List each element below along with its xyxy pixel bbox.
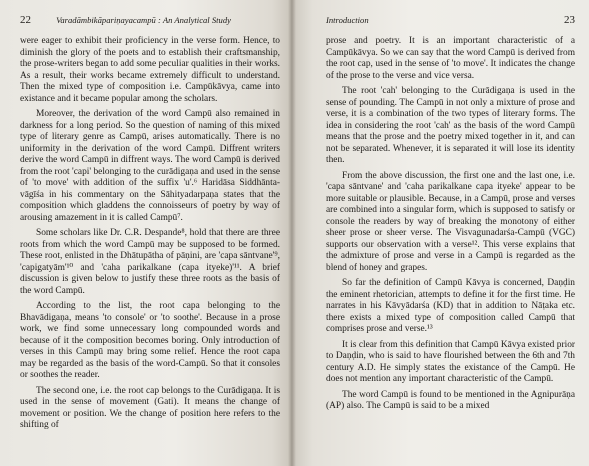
left-paragraph-2: Moreover, the derivation of the word Campū also remained in darkness for a long period. So the question of naming of this mixed type of literary genre as Campū, arises automatically. There is no uniformity in the derivation of the word Campū. Diffrent writers derive the word Campū in diffrent ways. The word Campū is derived from the root 'capi' belonging to the curādigaṇa and used in the sense of 'to move' with addition of the suffix 'u'.⁶ Haridāsa Siddhānta-vāgīśa in his commentary on the Sāhityadarpaṇa states that the composition which gladdens the connoisseurs of poetry by way of arousing amazement in it is called Campū⁷. bbox=[20, 109, 280, 223]
left-page-number: 22 bbox=[20, 14, 31, 26]
left-running-title: Varadāmbikāpariṇayacampū : An Analytical Study bbox=[56, 15, 231, 25]
right-running-head bbox=[326, 14, 575, 28]
right-paragraph-6: The word Campū is found to be mentioned in the Agnipurāṇa (AP) also. The Campū is said to be a mixed bbox=[326, 389, 575, 411]
left-paragraph-5: The second one, i.e. the root cap belongs to the Curādigaṇa. It is used in the sense of movement (Gati). It means the change of movement or position. We the change of position here refers to the shifting of bbox=[20, 385, 280, 430]
left-paragraph-4: According to the list, the root capa belonging to the Bhavādigaṇa, means 'to console' or 'to soothe'. Because in a prose work, we find some unnecessary long compounded words and because of it the composition becomes boring. Only introduction of verses in this Campū may bring some relief. Hence the root capa may be regarded as the basis of the word-Campū. So that it consoles or soothes the reader. bbox=[20, 301, 280, 380]
right-page-number: 23 bbox=[564, 14, 575, 26]
right-page bbox=[292, 0, 589, 466]
left-paragraph-1: were eager to exhibit their proficiency in the verse form. Hence, to diminish the glory of the poets and to establish their craftsmanship, the prose-writers began to add some peculiar qualities in their works. As a result, their works became extremely difficult to understand. Then the mixed type of composition i.e. Campūkāvya, came into existance and it became popular among the scholars. bbox=[20, 36, 280, 104]
right-paragraph-4: So far the definition of Campū Kāvya is concerned, Daṇḍin the eminent rhetorician, attempts to define it for the first time. He narrates in his Kāvyādarśa (KD) that in addition to Nāṭaka etc. there exists a mixed type of composition called Campū that comprises prose and verse.¹³ bbox=[326, 278, 575, 334]
left-paragraph-3: Some scholars like Dr. C.R. Despande⁸, hold that there are three roots from which the word Campū may be supposed to be formed. These root, enlisted in the Dhātupātha of pāṇini, are 'capa sāntvane'⁹, 'capigatyām'¹⁰ and 'caha parikalkane (capa ityeke)'¹¹. A brief discussion is given below to justify these three roots as the basis of the word Campū. bbox=[20, 228, 280, 296]
right-paragraph-3: From the above discussion, the first one and the last one, i.e. 'capa sāntvane' and 'caha parikalkane capa ityeke' appear to be more suitable or plausible. Because, in a Campū, prose and verses are combined into a singular form, which is supposed to satisfy or console the readers by way of breaking the monotony of either sheer prose or sheer verse. The Visvagunadarśa-Campū (VGC) supports our observation with a verse¹². This verse explains that the admixture of prose and verse in a Campū is regarded as the blend of honey and grapes. bbox=[326, 170, 575, 273]
book-gutter bbox=[288, 0, 296, 466]
left-running-head bbox=[20, 14, 280, 28]
right-paragraph-2: The root 'cah' belonging to the Curādigaṇa is used in the sense of pounding. The Campū in not only a mixture of prose and verse, it is a combination of the two types of literary forms. The idea in considering the root 'cah' as the basis of the word Campū means that the prose and the poetry mixed together in it, and can not be separated. Whenever, it is separated it will lose its identity then. bbox=[326, 86, 575, 165]
left-page bbox=[0, 0, 292, 466]
right-paragraph-5: It is clear from this definition that Campū Kāvya existed prior to Daṇḍin, who is said to have flourished between the 6th and 7th century A.D. He simply states the existance of the Campū. He does not mention any important characteristic of the Campū. bbox=[326, 339, 575, 384]
right-paragraph-1: prose and poetry. It is an important characteristic of a Campūkāvya. So we can say that the word Campū is derived from the root cap, used in the sense of 'to move'. It indicates the change of the prose to the verse and vice versa. bbox=[326, 36, 575, 81]
right-running-title: Introduction bbox=[326, 15, 369, 25]
